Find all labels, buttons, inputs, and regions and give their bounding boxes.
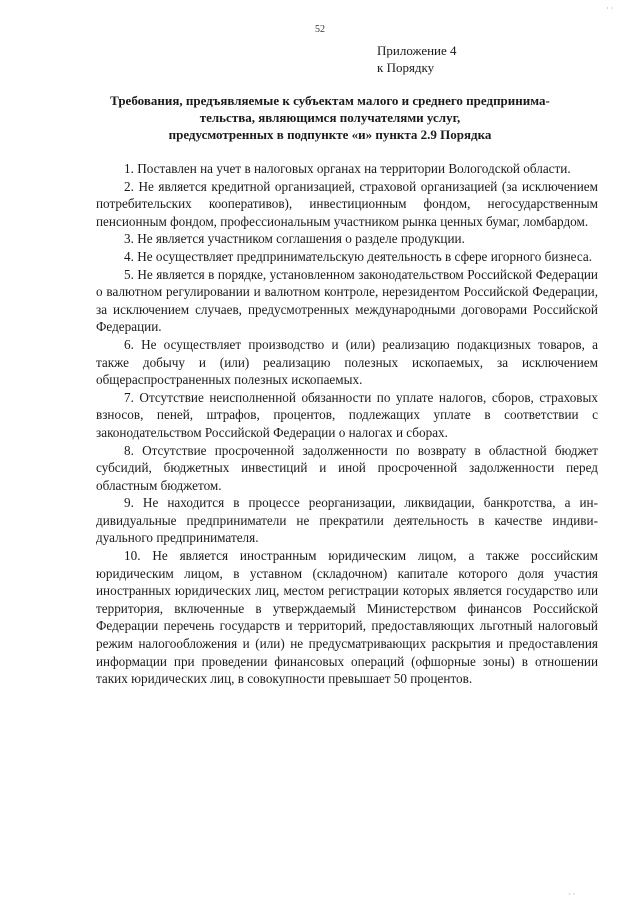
appendix-line-1: Приложение 4	[377, 43, 457, 58]
title-line-1: Требования, предъявляемые к субъектам малого и среднего предпринима-	[110, 93, 550, 108]
scan-artifact: · ·	[568, 890, 576, 899]
title-line-2: тельства, являющимся получателями услуг,	[199, 110, 461, 125]
title-line-3: предусмотренных в подпункте «и» пункта 2.9 Порядка	[168, 127, 492, 142]
requirement-item: 3. Не является участником соглашения о разделе продукции.	[124, 231, 465, 247]
requirement-item: 10. Не является иностранным юридическим лицом, а также российским юридическим лицом, в уставном (складочном) капитале которого доля участия иностранных юридических лиц, местом регистрации которых является государство или территория, включенные в утверждаемый Министерством финансов Российской Федерации перечень государств и территорий, предоставляющих льготный налоговый режим налогообложения и (или) не предусматривающих раскрытия и предоставления информации при проведении финансовых операций (офшорные зоны) в отношении таких юридических лиц, в совокупности превышает 50 процентов.	[96, 548, 598, 687]
scan-artifact: · ·	[606, 4, 614, 13]
requirement-item: 2. Не является кредитной организацией, страховой организацией (за исключением потребительских кооперативов), инвестиционным фондом, негосударственным пенсионным фондом, профессиональным участником рынка ценных бумаг, ломбардом.	[96, 178, 598, 229]
requirement-item: 9. Не находится в процессе реорганизации, ликвидации, банкротства, а индивидуальные предприниматели не прекратили деятельность в качестве индивидуального предпринимателя.	[96, 495, 598, 546]
appendix-line-2: к Порядку	[377, 60, 435, 75]
requirement-item: 7. Отсутствие неисполненной обязанности по уплате налогов, сборов, страховых взносов, пеней, штрафов, процентов, подлежащих уплате в соответствии с законодательством Российской Федерации о налогах и сборах.	[96, 389, 598, 440]
requirements-list	[96, 160, 598, 688]
document-title	[70, 92, 590, 143]
page-number: 52	[315, 24, 325, 35]
requirement-item: 5. Не является в порядке, установленном законодательством Российской Федерации о валютном регулировании и валютном контроле, нерезидентом Российской Федерации, за исключением случаев, предусмотренных международными договорами Российской Федерации.	[96, 266, 598, 335]
requirement-item: 6. Не осуществляет производство и (или) реализацию подакцизных товаров, а также добычу и (или) реализацию полезных ископаемых, за исключением общераспространенных полезных ископаемых.	[96, 336, 598, 388]
requirement-item: 1. Поставлен на учет в налоговых органах на территории Вологодской области.	[124, 161, 571, 176]
requirement-item: 8. Отсутствие просроченной задолженности по возврату в областной бюджет субсидий, бюджетных инвестиций и иной просроченной задолженности перед областным бюджетом.	[96, 442, 598, 493]
appendix-header	[377, 42, 457, 76]
requirement-item: 4. Не осуществляет предпринимательскую деятельность в сфере игорного бизнеса.	[124, 248, 593, 264]
